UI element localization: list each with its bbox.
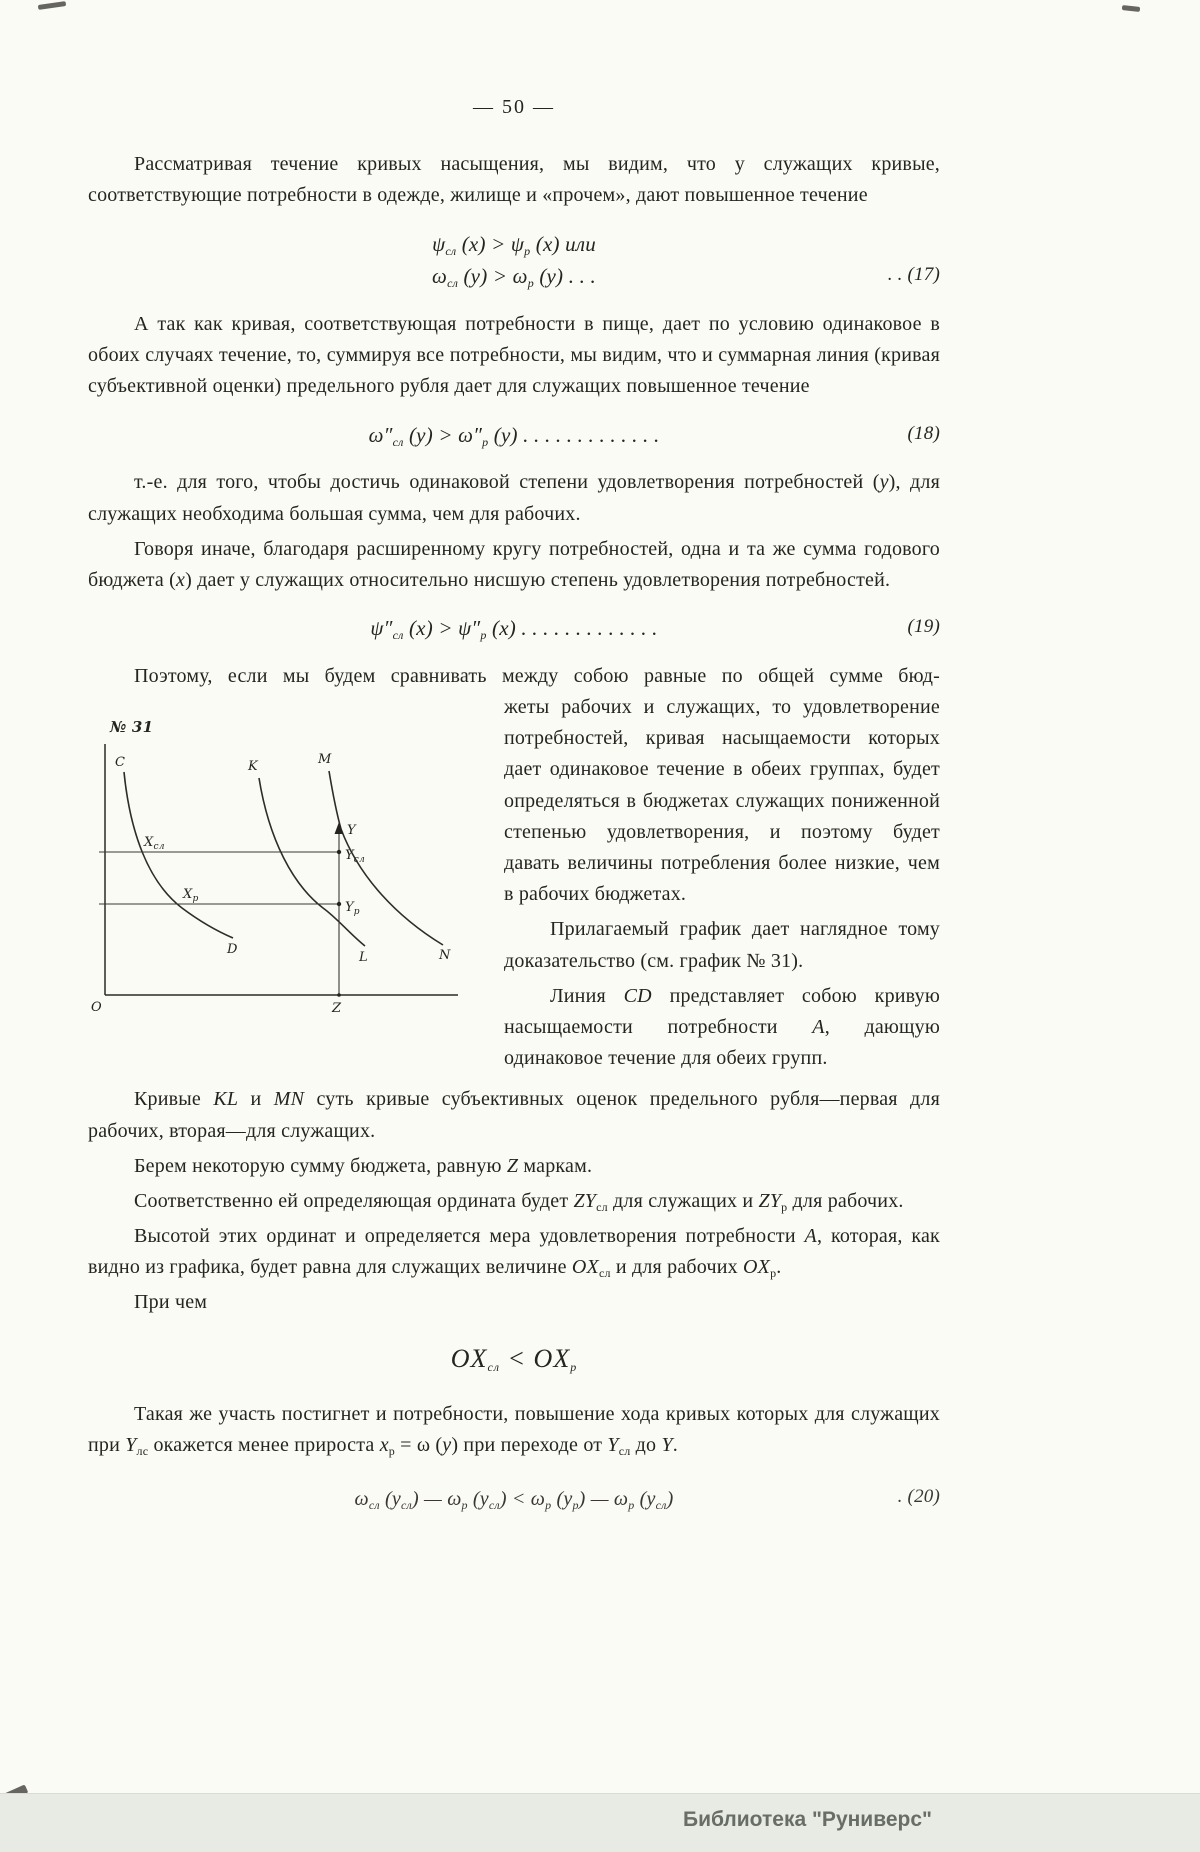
point-y-sl: [337, 850, 341, 854]
formula-17-line1: $\psi_{сл}$ $(x) > \psi_р$ (x) или: [432, 231, 596, 258]
formula-20: [88, 1484, 940, 1515]
paragraph-6: Прилагаемый график дает наглядное тому доказательство (см. график № 31).: [504, 918, 940, 972]
equation-number-20: . (20): [897, 1486, 940, 1508]
label-y-r: $Y_р$: [345, 900, 360, 918]
label-k: K: [248, 759, 258, 775]
formula-19: [88, 612, 940, 645]
paragraph-10: Соответственно ей определяющая ордината будет $ZY_{сл}$ для служащих и $ZY_р$ для рабочих.: [134, 1189, 904, 1214]
point-y-r: [337, 902, 341, 906]
curve-cd: [124, 772, 233, 938]
page-number: — 50 —: [473, 96, 555, 118]
paragraph-1: Рассматривая течение кривых насыщения, мы видим, что у служащих кривые, соответствующие потребности в одежде, жилище и «прочем», дают повышенное течение: [88, 153, 940, 207]
label-c: C: [115, 755, 126, 771]
page-content: [88, 0, 940, 1515]
label-d: D: [227, 942, 238, 958]
scan-artifact: [38, 1, 66, 10]
formula-ox-body: $OX_{сл} < OX_р$: [450, 1343, 578, 1374]
label-o: O: [91, 1000, 102, 1016]
paragraph-11: Высотой этих ординат и определяется мера удовлетворения потребности A, которая, как видно из графика, будет равна для служащих величине $OX_{сл}$ и для рабочих $OX_р$.: [88, 1225, 940, 1281]
paragraph-8: Кривые KL и MN суть кривые субъективных оценок предельного рубля—первая для рабочих, вторая—для служащих.: [88, 1088, 940, 1142]
paragraph-9: Берем некоторую сумму бюджета, равную Z маркам.: [134, 1154, 593, 1177]
formula-17-line2: $\omega_{сл}$ $(y) > \omega_р$ (y) . . .: [432, 264, 596, 291]
label-m: M: [318, 752, 332, 768]
paragraph-13: Такая же участь постигнет и потребности, повышение хода кривых которых для служащих при $Y_{лс}$ окажется менее прироста $x_р = \omega$ (y) при переходе от $Y_{сл}$ до Y.: [88, 1403, 940, 1459]
formula-18-body: $\omega''_{сл}$ $(y) > \omega''_р$ (y) . . . . . . . . . . . . .: [368, 422, 660, 449]
equation-number-19: (19): [907, 616, 940, 638]
label-x-r: $X_р$: [183, 887, 199, 905]
label-z: Z: [332, 1001, 342, 1017]
paragraph-5-continuation: жеты рабочих и служащих, то удовлетворение потребностей, кривая насыщаемости которых дает одинаковое течение в обеих группах, будет определяться в бюджетах служащих пониженной степенью удовлетворения, и поэтому будет давать величины потребления более низкие, чем в рабочих бюджетах.: [504, 696, 940, 906]
equation-number-17: . . (17): [887, 264, 940, 286]
equation-number-18: (18): [907, 422, 940, 444]
figure-caption: № 31: [110, 718, 154, 737]
label-y-sl: $Y_{сл}$: [345, 848, 365, 866]
label-y: Y: [347, 823, 356, 839]
paragraph-7: Линия CD представляет собою кривую насыщаемости потребности A, дающую одинаковое течение для обеих групп.: [504, 984, 940, 1070]
scan-artifact: [1122, 5, 1140, 12]
paragraph-5-line1: Поэтому, если мы будем сравнивать между собою равные по общей сумме бюд-: [134, 664, 940, 687]
library-watermark: Библиотека "Руниверс": [682, 1808, 932, 1831]
paragraph-12: При чем: [134, 1291, 208, 1314]
point-z: [337, 993, 341, 997]
paragraph-2: А так как кривая, соответствующая потребности в пище, дает по условию одинаковое в обоих случаях течение, то, суммируя все потребности, мы видим, что и суммарная линия (кривая субъективной оценки) предельного рубля дает для служащих повышенное течение: [88, 313, 940, 398]
formula-19-body: $\psi''_{сл}$ $(x) > \psi''_р$ (x) . . . . . . . . . . . . .: [370, 616, 658, 643]
label-x-sl: $X_{сл}$: [144, 835, 165, 853]
formula-20-body: $\omega_{сл}$ $(y_{сл})$ — $\omega_р$ $(y_{сл}) < \omega_р$ $(y_р)$ — $\omega_р$ $(y_{сл})$: [354, 1487, 674, 1512]
paragraph-4: Говоря иначе, благодаря расширенному кругу потребностей, одна и та же сумма годового бюджета (x) дает у служащих относительно нисшую степень удовлетворения потребностей.: [88, 537, 940, 591]
formula-ox: [88, 1339, 940, 1380]
ordinate-arrow: [335, 822, 344, 834]
paragraph-3: т.-е. для того, чтобы достичь одинаковой степени удовлетворения потребностей (y), для служащих необходима большая сумма, чем для рабочих.: [88, 471, 940, 525]
formula-18: [88, 419, 940, 452]
figure-31: [88, 704, 476, 1042]
figure-31-plot: [88, 704, 476, 1032]
scan-footer-band: [0, 1793, 1200, 1852]
label-n: N: [439, 948, 451, 964]
label-l: L: [359, 950, 368, 966]
formula-17: [88, 228, 940, 294]
